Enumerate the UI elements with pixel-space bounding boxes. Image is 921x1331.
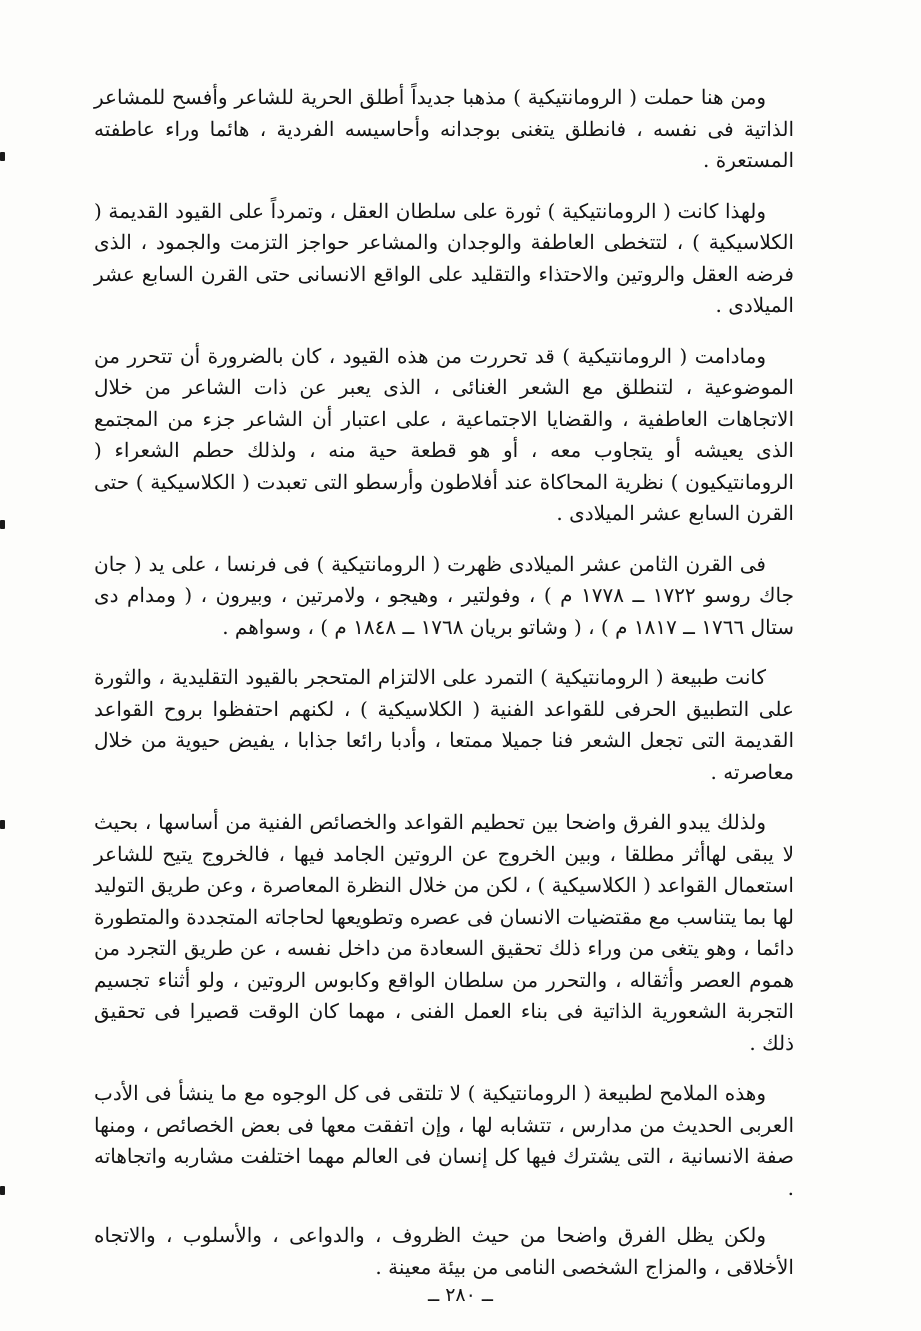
- paragraph-1: ومن هنا حملت ( الرومانتيكية ) مذهبا جديداً أطلق الحرية للشاعر وأفسح للمشاعر الذاتية فى نفسه ، فانطلق يتغنى بوجدانه وأحاسيسه الفردية ، هائما وراء عاطفته المستعرة .: [94, 85, 794, 172]
- binding-mark: [0, 152, 5, 161]
- paragraph-3: ومادامت ( الرومانتيكية ) قد تحررت من هذه القيود ، كان بالضرورة أن تتحرر من الموضوعية ، لتنطلق مع الشعر الغنائى ، الذى يعبر عن ذات الشاعر من خلال الاتجاهات العاطفية ، والقضايا الاجتماعية ، على اعتبار أن الشاعر جزء من المجتمع الذى يعيشه أو يتجاوب معه ، أو هو قطعة حية منه ، ولذلك حطم الشعراء ( الرومانتيكيون ) نظرية المحاكاة عند أفلاطون وأرسطو التى تعبدت ( الكلاسيكية ) حتى القرن السابع عشر الميلادى .: [94, 343, 794, 525]
- binding-mark: [0, 520, 5, 529]
- paragraph-4: فى القرن الثامن عشر الميلادى ظهرت ( الرومانتيكية ) فى فرنسا ، على يد ( جان جاك روسو ١٧٢٢ ــ ١٧٧٨ م ) ، وفولتير ، وهيجو ، ولامرتين ، وبيرون ، ( ومدام دى ستال ١٧٦٦ ــ ١٨١٧ م ) ، ( وشاتو بريان ١٧٦٨ ــ ١٨٤٨ م ) ، وسواهم .: [94, 551, 795, 639]
- page-number: ــ ٢٨٠ ــ: [428, 1284, 493, 1306]
- paragraph-6: ولذلك يبدو الفرق واضحا بين تحطيم القواعد والخصائص الفنية من أساسها ، بحيث لا يبقى لهاأثر مطلقا ، وبين الخروج عن الروتين الجامد فيها ، فالخروج يتيح للشاعر استعمال القواعد ( الكلاسيكية ) ، لكن من خلال النظرة المعاصرة ، وعن طريق التوليد لها بما يتناسب مع مقتضيات الانسان فى عصره وتطويعها لحاجاته المتجددة والمتطورة دائما ، وهو يتغى من وراء ذلك تحقيق السعادة من داخل نفسه ، عن طريق التجرد من هموم العصر وأثقاله ، والتحرر من سلطان الواقع وكابوس الروتين ، ولو أثناء تجسيم التجربة الشعورية الذاتية فى بناء العمل الفنى ، مهما كان الوقت قصيرا فى تحقيق ذلك .: [94, 810, 794, 1055]
- paragraph-2: ولهذا كانت ( الرومانتيكية ) ثورة على سلطان العقل ، وتمرداً على القيود القديمة ( الكلاسيكية ) ، لتتخطى العاطفة والوجدان والمشاعر حواجز التزمت والجمود ، الذى فرضه العقل والروتين والاحتذاء والتقليد على الواقع الانسانى حتى القرن السابع عشر الميلادى .: [94, 198, 794, 317]
- body-text: [94, 82, 794, 1302]
- paragraph-8: ولكن يظل الفرق واضحا من حيث الظروف ، والدواعى ، والأسلوب ، والاتجاه الأخلاقى ، والمزاج الشخصى النامى من بيئة معينة .: [94, 1223, 794, 1279]
- paragraph-7: وهذه الملامح لطبيعة ( الرومانتيكية ) لا تلتقى فى كل الوجوه مع ما ينشأ فى الأدب العربى الحديث من مدارس ، تتشابه لها ، وإن اتفقت معها فى بعض الخصائص ، ومنها صفة الانسانية ، التى يشترك فيها كل إنسان فى العالم مهما اختلفت مشاربه واتجاهاته .: [94, 1081, 794, 1200]
- binding-mark: [0, 820, 5, 829]
- binding-mark: [0, 1186, 5, 1195]
- paragraph-5: كانت طبيعة ( الرومانتيكية ) التمرد على الالتزام المتحجر بالقيود التقليدية ، والثورة على التطبيق الحرفى للقواعد الفنية ( الكلاسيكية ) ، لكنهم احتفظوا بروح القواعد القديمة التى تجعل الشعر فنا جميلا ممتعا ، وأدبا رائعا جذابا ، يفيض حيوية من خلال معاصرته .: [94, 665, 794, 784]
